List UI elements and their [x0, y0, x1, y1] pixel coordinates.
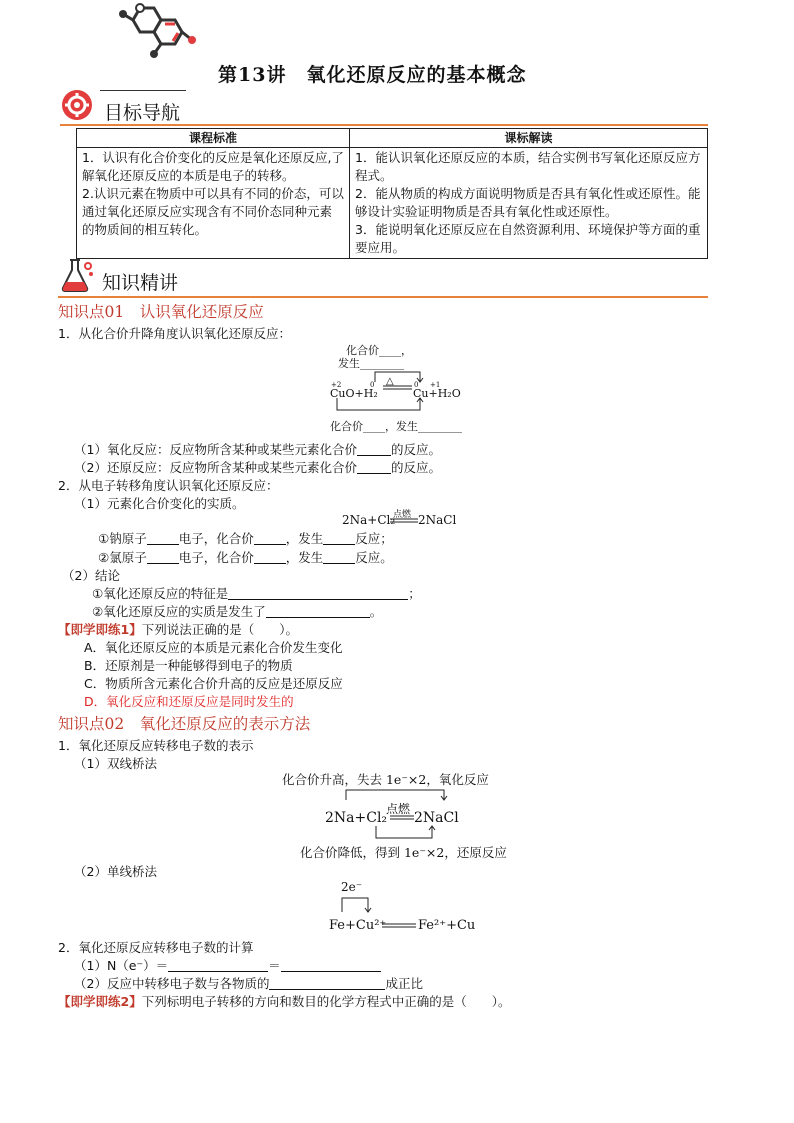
goal-rule [60, 124, 708, 126]
diag1-v-h2: +1 [430, 381, 441, 389]
text: 电子，化合价 [178, 531, 254, 546]
interpretation-item: 3．能说明氧化还原反应在自然资源利用、环境保护等方面的重要应用。 [355, 222, 701, 255]
double-line-bottom: 化合价降低，得到 1e⁻×2，还原反应 [300, 845, 507, 860]
flask-icon [58, 256, 96, 294]
text: ，发生 [285, 531, 324, 546]
diag1-eq-right: Cu+H₂O [413, 387, 461, 400]
text: ②氯原子 [98, 550, 147, 565]
calc-1 [74, 956, 381, 974]
eq2-condition: 点燃 [393, 510, 412, 520]
text: ①氧化还原反应的特征是 [92, 586, 229, 601]
knowledge-heading: 知识精讲 [102, 272, 179, 294]
blank[interactable] [269, 977, 385, 990]
blank[interactable] [266, 605, 370, 618]
conclusion-heading: （2）结论 [62, 568, 120, 583]
eq2-left: 2Na+Cl₂ [342, 513, 396, 527]
page-title: 第13讲 氧化还原反应的基本概念 [218, 64, 527, 86]
blank[interactable] [254, 551, 286, 564]
option-b[interactable]: B．还原剂是一种能够得到电子的物质 [84, 658, 293, 673]
text: ②氧化还原反应的实质是发生了 [92, 604, 266, 619]
blank[interactable] [281, 959, 381, 972]
diag1-v-cu2: 0 [414, 381, 419, 389]
text: （2）反应中转移电子数与各物质的 [74, 976, 270, 991]
text: ，发生 [285, 550, 324, 565]
table-header-interpretation: 课标解读 [350, 129, 708, 148]
exercise-question: 下列说法正确的是（ ）。 [141, 622, 298, 637]
diag1-top-label: 化合价____， [346, 344, 412, 357]
text: 电子，化合价 [178, 550, 254, 565]
text: 。 [369, 604, 383, 619]
exercise-1 [58, 620, 298, 638]
exercise-question: 下列标明电子转移的方向和数目的化学方程式中正确的是（ ）。 [141, 994, 511, 1009]
blank[interactable] [228, 587, 408, 600]
text: ； [408, 586, 421, 601]
double-line-eq-right: 2NaCl [414, 810, 459, 826]
eq2-right: 2NaCl [418, 513, 457, 527]
double-line-condition: 点燃 [386, 802, 411, 816]
kp1-s2-end: 的反应。 [390, 460, 441, 475]
hexagon-logo-icon [118, 0, 198, 58]
option-c[interactable]: C．物质所含元素化合价升高的反应是还原反应 [84, 676, 343, 691]
diag1-v-h: 0 [370, 381, 375, 389]
text: （1）N（e⁻）＝ [74, 958, 169, 973]
blank[interactable] [357, 443, 391, 456]
option-a[interactable]: A．氧化还原反应的本质是元素化合价发生变化 [84, 640, 343, 655]
diag1-top-label2: 发生________ [338, 357, 404, 370]
text: ①钠原子 [98, 531, 147, 546]
double-line-top: 化合价升高，失去 1e⁻×2，氧化反应 [282, 772, 489, 787]
double-line-eq-left: 2Na+Cl₂ [325, 810, 388, 826]
diag1-eq-left: CuO+H₂ [330, 387, 378, 400]
kp1-q2a: （1）元素化合价变化的实质。 [74, 496, 245, 511]
interpretation-cell [350, 148, 708, 259]
standard-item: 1．认识有化合价变化的反应是氧化还原反应,了解氧化还原反应的本质是电子的转移。 [82, 150, 344, 183]
calc-2 [74, 974, 423, 992]
diag1-bottom-label: 化合价____，发生________ [330, 420, 462, 433]
diag1-v-cu: +2 [331, 381, 342, 389]
kp1-title: 知识点01 认识氧化还原反应 [58, 303, 264, 321]
text: 成正比 [385, 976, 423, 991]
curriculum-table [76, 128, 708, 259]
single-line-eq-right: Fe²⁺+Cu [418, 918, 476, 933]
exercise-tag: 【即学即练1】 [58, 622, 142, 637]
kp2-q1: 1．氧化还原反应转移电子数的表示 [58, 738, 254, 753]
single-line-eq-left: Fe+Cu²⁺ [329, 918, 387, 933]
blank[interactable] [147, 551, 179, 564]
diag1-condition: △ [386, 376, 394, 387]
exercise-2 [58, 992, 510, 1010]
standard-cell [77, 148, 350, 259]
table-header-standard: 课程标准 [77, 129, 350, 148]
kp2-title: 知识点02 氧化还原反应的表示方法 [58, 715, 311, 733]
head-gear-icon [60, 88, 94, 122]
conclusion-1 [92, 584, 421, 602]
kp1-q1: 1．从化合价升降角度认识氧化还原反应： [58, 326, 291, 341]
blank[interactable] [254, 532, 286, 545]
kp2-m2: （2）单线桥法 [74, 864, 157, 879]
kp1-s1-text: （1）氧化反应：反应物所含某种或某些元素化合价 [74, 442, 357, 457]
knowledge-rule [58, 296, 708, 298]
text: 反应； [355, 531, 393, 546]
goal-heading: 目标导航 [104, 102, 181, 124]
single-line-electrons: 2e⁻ [341, 880, 363, 894]
kp2-q2: 2．氧化还原反应转移电子数的计算 [58, 940, 254, 955]
option-d[interactable]: D．氧化反应和还原反应是同时发生的 [84, 694, 294, 709]
eq2-equals [390, 518, 418, 524]
kp1-s2 [74, 458, 441, 476]
interpretation-item: 1．能认识氧化还原反应的本质，结合实例书写氧化还原反应方程式。 [355, 150, 701, 183]
blank[interactable] [323, 532, 355, 545]
blank[interactable] [147, 532, 179, 545]
standard-item: 2.认识元素在物质中可以具有不同的价态，可以通过氧化还原反应实现含有不同价态同种元素的物质间的相互转化。 [82, 186, 344, 237]
text: 反应。 [355, 550, 393, 565]
kp2-m1: （1）双线桥法 [74, 756, 157, 771]
exercise-tag: 【即学即练2】 [58, 994, 142, 1009]
kp1-q2: 2．从电子转移角度认识氧化还原反应： [58, 478, 279, 493]
goal-underline [100, 90, 186, 91]
cl-line [98, 548, 393, 566]
conclusion-2 [92, 602, 382, 620]
kp1-s2-text: （2）还原反应：反应物所含某种或某些元素化合价 [74, 460, 357, 475]
text: ＝ [268, 958, 281, 973]
blank[interactable] [357, 461, 391, 474]
na-line [98, 529, 393, 547]
interpretation-item: 2．能从物质的构成方面说明物质是否具有氧化性或还原性。能够设计实验证明物质是否具有氧化性或还原性。 [355, 186, 701, 219]
blank[interactable] [323, 551, 355, 564]
blank[interactable] [168, 959, 268, 972]
kp1-s1-end: 的反应。 [390, 442, 441, 457]
kp1-s1 [74, 440, 441, 458]
